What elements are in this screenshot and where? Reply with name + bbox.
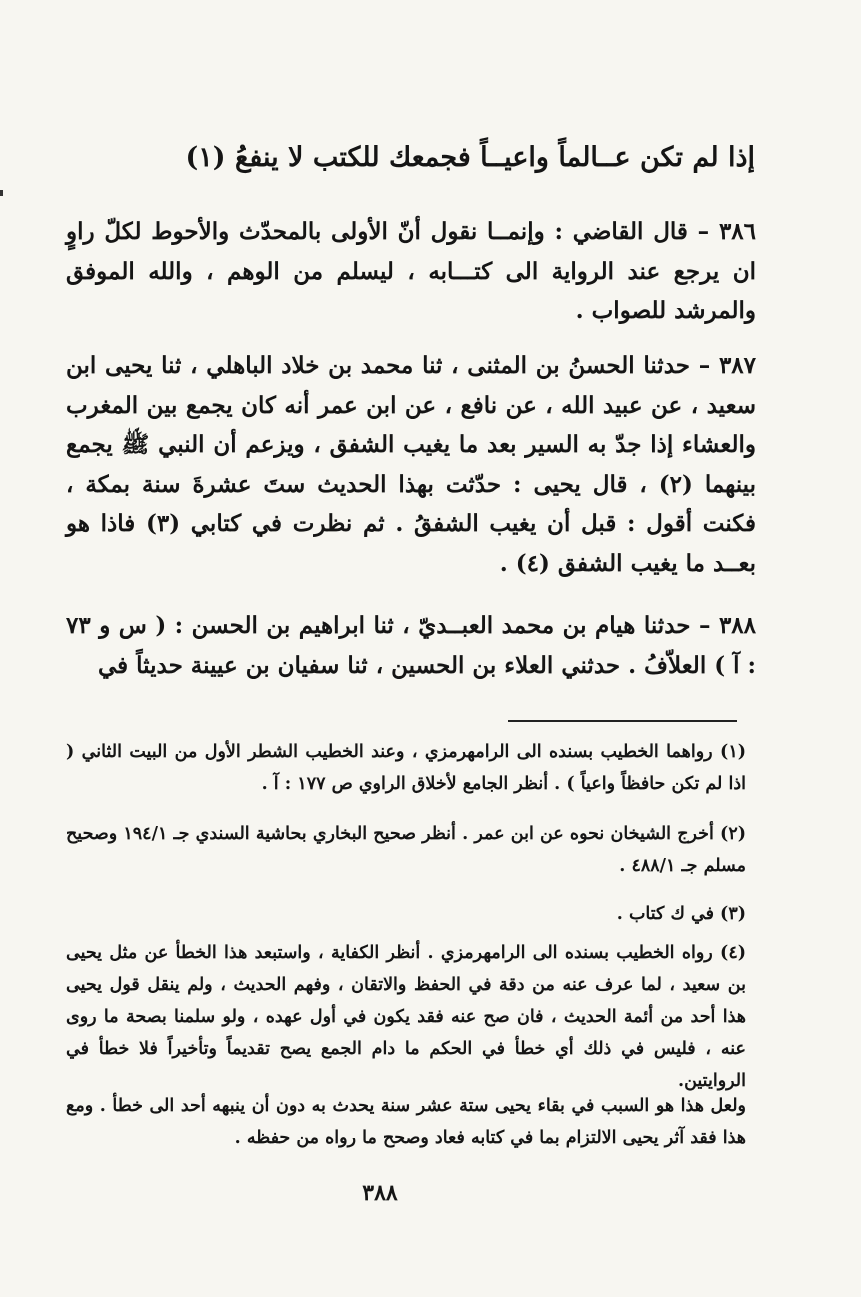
- footnote-2: (٢) أخرج الشيخان نحوه عن ابن عمر . أنظر صحيح البخاري بحاشية السندي جـ ١٩٤/١ وصحيح مسلم جـ ٤٨٨/١ .: [66, 824, 747, 876]
- paragraph-388: ٣٨٨ – حدثنا هيام بن محمد العبــديّ ، ثنا ابراهيم بن الحسن : ( س و ٧٣ : آ ) العلاّفُ . حدثني العلاء بن الحسين ، ثنا سفيان بن عيينة حديثاً في: [66, 612, 756, 679]
- footnote-1: (١) رواهما الخطيب بسنده الى الرامهرمزي ، وعند الخطيب الشطر الأول من البيت الثاني ( اذا لم تكن حافظاً واعياً ) . أنظر الجامع لأخلاق الراوي ص ١٧٧ : آ .: [66, 742, 746, 794]
- scan-edge-mark: [0, 190, 3, 196]
- paragraph-387: ٣٨٧ – حدثنا الحسنُ بن المثنى ، ثنا محمد بن خلاد الباهلي ، ثنا يحيى ابن سعيد ، عن عبيد الله ، عن نافع ، عن ابن عمر أنه كان يجمع بين المغرب والعشاء إذا جدّ به السير بعد ما يغيب الشفق ، ويزعم أن النبي ﷺ يجمع بينهما (٢) ، قال يحيى : حدّثت بهذا الحديث ستَ عشرةَ سنة بمكة ، فكنت أقول : قبل أن يغيب الشفقُ . ثم نظرت في كتابي (٣) فاذا هو بعــد ما يغيب الشفق (٤) .: [66, 352, 757, 577]
- poem-verse: إذا لم تكن عــالماً واعيــاً فجمعك للكتب لا ينفعُ (١): [185, 142, 755, 173]
- footnote-4-continuation: ولعل هذا هو السبب في بقاء يحيى ستة عشر سنة يحدث به دون أن ينبهه أحد الى خطأ . ومع هذا فقد آثر يحيى الالتزام بما في كتابه فعاد وصحح ما رواه من حفظه .: [66, 1096, 746, 1148]
- footnote-separator: [508, 720, 737, 722]
- footnote-3: (٣) في ك كتاب .: [616, 904, 746, 924]
- page-number: ٣٨٨: [362, 1180, 398, 1206]
- paragraph-386: ٣٨٦ – قال القاضي : وإنمــا نقول أنّ الأولى بالمحدّث والأحوط لكلّ راوٍ ان يرجع عند الرواية الى كتـــابه ، ليسلم من الوهم ، والله الموفق والمرشد للصواب .: [66, 218, 756, 324]
- footnote-4: (٤) رواه الخطيب بسنده الى الرامهرمزي . أنظر الكفاية ، واستبعد هذا الخطأ عن مثل يحيى بن سعيد ، لما عرف عنه من دقة في الحفظ والاتقان ، وفهم الحديث ، ولم ينقل قول يحيى هذا أحد من أئمة الحديث ، فان صح عنه فقد يكون في أول عهده ، ولو سلمنا بصحة ما روى عنه ، فليس في ذلك أي خطأ في الحكم ما دام الجمع يصح تقديماً وتأخيراً فلا خطأ في الروايتين.: [66, 943, 746, 1091]
